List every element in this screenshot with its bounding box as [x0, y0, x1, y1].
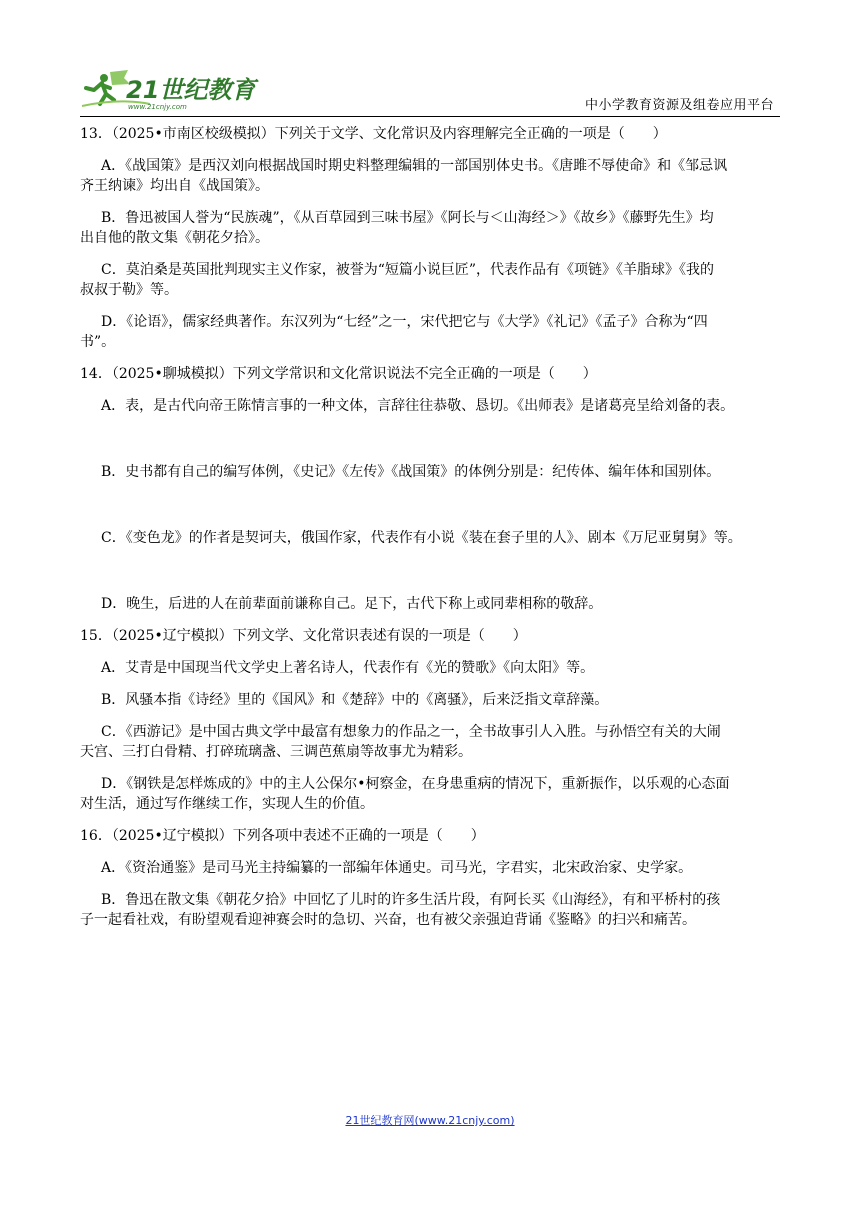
question-stem: 15．（2025•辽宁模拟）下列文学、文化常识表述有误的一项是（ ） [80, 628, 527, 644]
question-stem: 16．（2025•辽宁模拟）下列各项中表述不正确的一项是（ ） [80, 828, 485, 844]
option: A．艾青是中国现当代文学史上著名诗人，代表作有《光的赞歌》《向太阳》等。 [101, 660, 595, 676]
option: A．表，是古代向帝王陈情言事的一种文体，言辞往往恭敬、恳切。《出师表》是诸葛亮呈给刘备的表。 [101, 398, 735, 414]
option: B．鲁迅在散文集《朝花夕拾》中回忆了儿时的许多生活片段，有阿长买《山海经》，有和平桥村的孩 子一起看社戏，有盼望观看迎神赛会时的急切、兴奋，也有被父亲强迫背诵《鉴略》的扫兴和痛苦。 [80, 892, 721, 928]
option: B．风骚本指《诗经》里的《国风》和《楚辞》中的《离骚》，后来泛指文章辞藻。 [101, 692, 609, 708]
logo-text: 21世纪教育 [126, 76, 256, 104]
option: C．《变色龙》的作者是契诃夫，俄国作家，代表作有小说《装在套子里的人》、剧本《万尼亚舅舅》等。 [101, 530, 742, 546]
page-header [80, 60, 780, 117]
option: A．《资治通鉴》是司马光主持编纂的一部编年体通史。司马光，字君实，北宋政治家、史学家。 [101, 860, 693, 876]
question-stem: 13．（2025•市南区校级模拟）下列关于文学、文化常识及内容理解完全正确的一项是（ ） [80, 126, 667, 142]
site-logo[interactable] [80, 68, 260, 112]
logo-url: www.21cnjy.com [128, 103, 187, 111]
option: A．《战国策》是西汉刘向根据战国时期史料整理编辑的一部国别体史书。《唐雎不辱使命》和《邹忌讽 齐王纳谏》均出自《战国策》。 [80, 158, 728, 194]
footer-link[interactable]: 21世纪教育网(www.21cnjy.com) [345, 1114, 515, 1127]
option: C．《西游记》是中国古典文学中最富有想象力的作品之一，全书故事引人入胜。与孙悟空有关的大闹 天宫、三打白骨精、打碎琉璃盏、三调芭蕉扇等故事尤为精彩。 [80, 724, 721, 760]
option: D．晚生，后进的人在前辈面前谦称自己。足下，古代下称上或同辈相称的敬辞。 [101, 596, 603, 612]
option: D．《论语》，儒家经典著作。东汉列为“七经”之一，宋代把它与《大学》《礼记》《孟子》合称为“四 书”。 [80, 314, 708, 350]
option: B．鲁迅被国人誉为“民族魂”，《从百草园到三味书屋》《阿长与＜山海经＞》《故乡》《藤野先生》均 出自他的散文集《朝花夕拾》。 [80, 210, 714, 246]
option: D．《钢铁是怎样炼成的》中的主人公保尔•柯察金，在身患重病的情况下，重新振作，以乐观的心态面 对生活，通过写作继续工作，实现人生的价值。 [80, 776, 730, 812]
runner-logo-icon [80, 68, 260, 112]
option: C．莫泊桑是英国批判现实主义作家，被誉为“短篇小说巨匠”，代表作品有《项链》《羊脂球》《我的 叔叔于勒》等。 [80, 262, 715, 298]
question-list [80, 124, 780, 942]
page-footer [0, 1112, 860, 1128]
platform-name: 中小学教育资源及组卷应用平台 [584, 98, 774, 113]
option: B．史书都有自己的编写体例，《史记》《左传》《战国策》的体例分别是：纪传体、编年体和国别体。 [101, 464, 721, 480]
question-stem: 14．（2025•聊城模拟）下列文学常识和文化常识说法不完全正确的一项是（ ） [80, 366, 597, 382]
